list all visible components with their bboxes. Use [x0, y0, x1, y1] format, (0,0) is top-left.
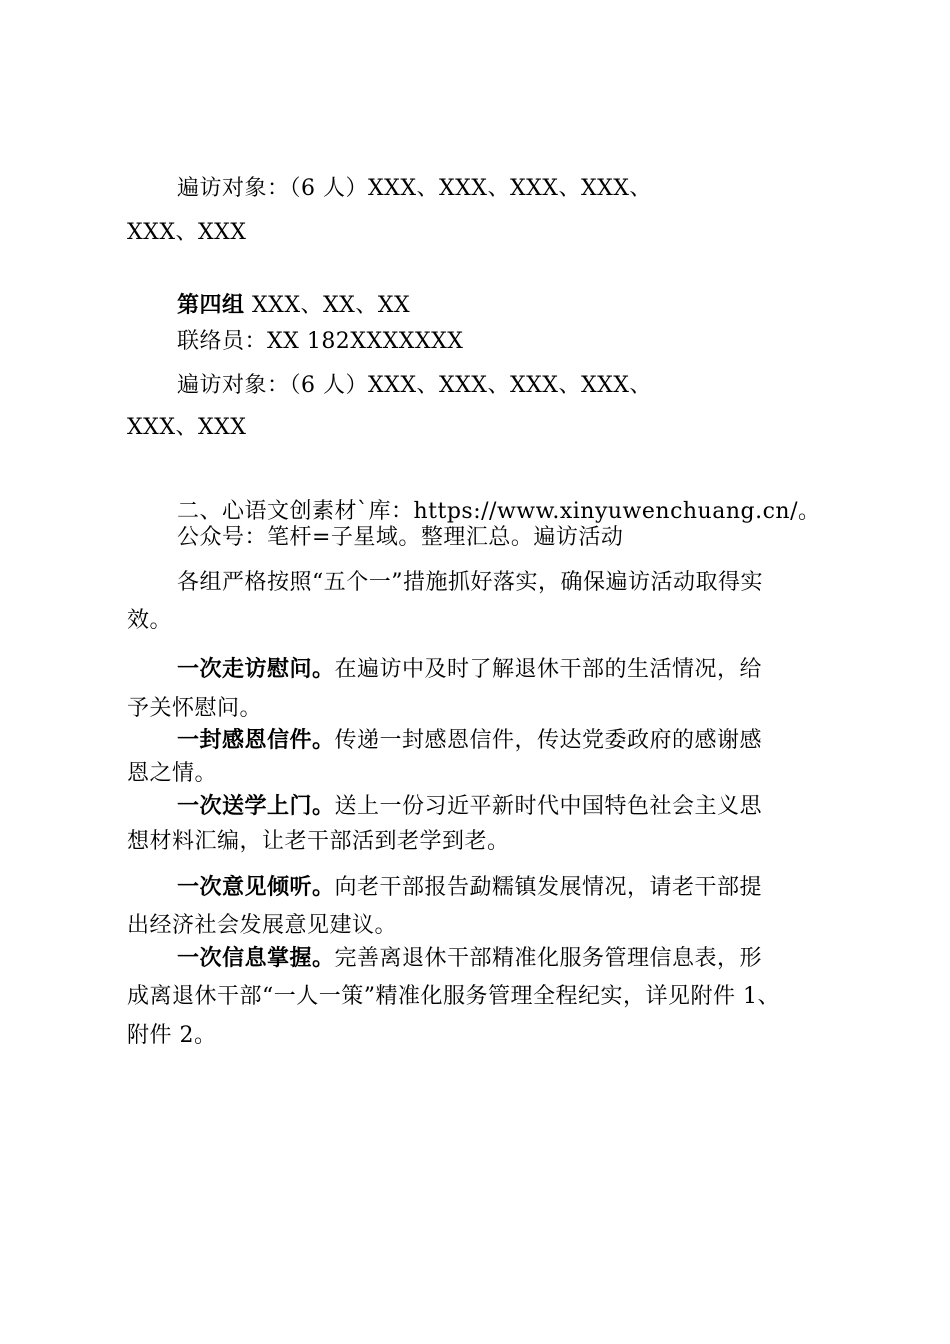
- item-3-text: 送上一份习近平新时代中国特色社会主义思: [334, 794, 763, 819]
- group4-contact: 联络员：XX 182XXXXXXX: [177, 329, 464, 354]
- item-1-text: 在遍访中及时了解退休干部的生活情况，给: [334, 657, 763, 682]
- item-4-title: 一次意见倾听。: [177, 875, 335, 900]
- group4-visit-line1: 遍访对象：（6 人）XXX、XXX、XXX、XXX、: [177, 373, 652, 398]
- item-2-line1: [177, 726, 762, 756]
- item-5-line2: 成离退休干部“一人一策”精准化服务管理全程纪实，详见附件 1、: [127, 984, 780, 1009]
- group3-visit-line1: 遍访对象：（6 人）XXX、XXX、XXX、XXX、: [177, 176, 652, 201]
- item-5-text: 完善离退休干部精准化服务管理信息表，形: [334, 946, 763, 971]
- item-2-line2: 恩之情。: [127, 761, 218, 786]
- item-4-text: 向老干部报告勐糯镇发展情况，请老干部提: [334, 875, 763, 900]
- item-5-line1: [177, 944, 762, 974]
- item-1-line1: [177, 655, 762, 685]
- item-5-title: 一次信息掌握。: [177, 946, 335, 971]
- item-3-line1: [177, 792, 762, 822]
- item-2-title: 一封感恩信件。: [177, 728, 335, 753]
- item-4-line2: 出经济社会发展意见建议。: [127, 913, 398, 938]
- item-3-line2: 想材料汇编，让老干部活到老学到老。: [127, 829, 510, 854]
- section2-intro-line2: 效。: [127, 608, 173, 633]
- group4-title: 第四组: [177, 293, 245, 318]
- group4-heading: [177, 291, 410, 321]
- section2-intro-line1: 各组严格按照“五个一”措施抓好落实，确保遍访活动取得实: [177, 570, 763, 595]
- item-1-line2: 予关怀慰问。: [127, 696, 263, 721]
- item-3-title: 一次送学上门。: [177, 794, 335, 819]
- section2-heading-line1: 二、心语文创素材`库：https://www.xinyuwenchuang.cn/。: [177, 499, 821, 524]
- item-5-line3: 附件 2。: [127, 1023, 217, 1048]
- item-2-text: 传递一封感恩信件，传达党委政府的感谢感: [334, 728, 763, 753]
- section2-heading-line2: 公众号：笔杆=子星域。整理汇总。遍访活动: [177, 525, 624, 550]
- item-1-title: 一次走访慰问。: [177, 657, 335, 682]
- group4-members: XXX、XX、XX: [244, 293, 411, 318]
- item-4-line1: [177, 873, 762, 903]
- group3-visit-line2: XXX、XXX: [127, 220, 247, 245]
- group4-visit-line2: XXX、XXX: [127, 415, 247, 440]
